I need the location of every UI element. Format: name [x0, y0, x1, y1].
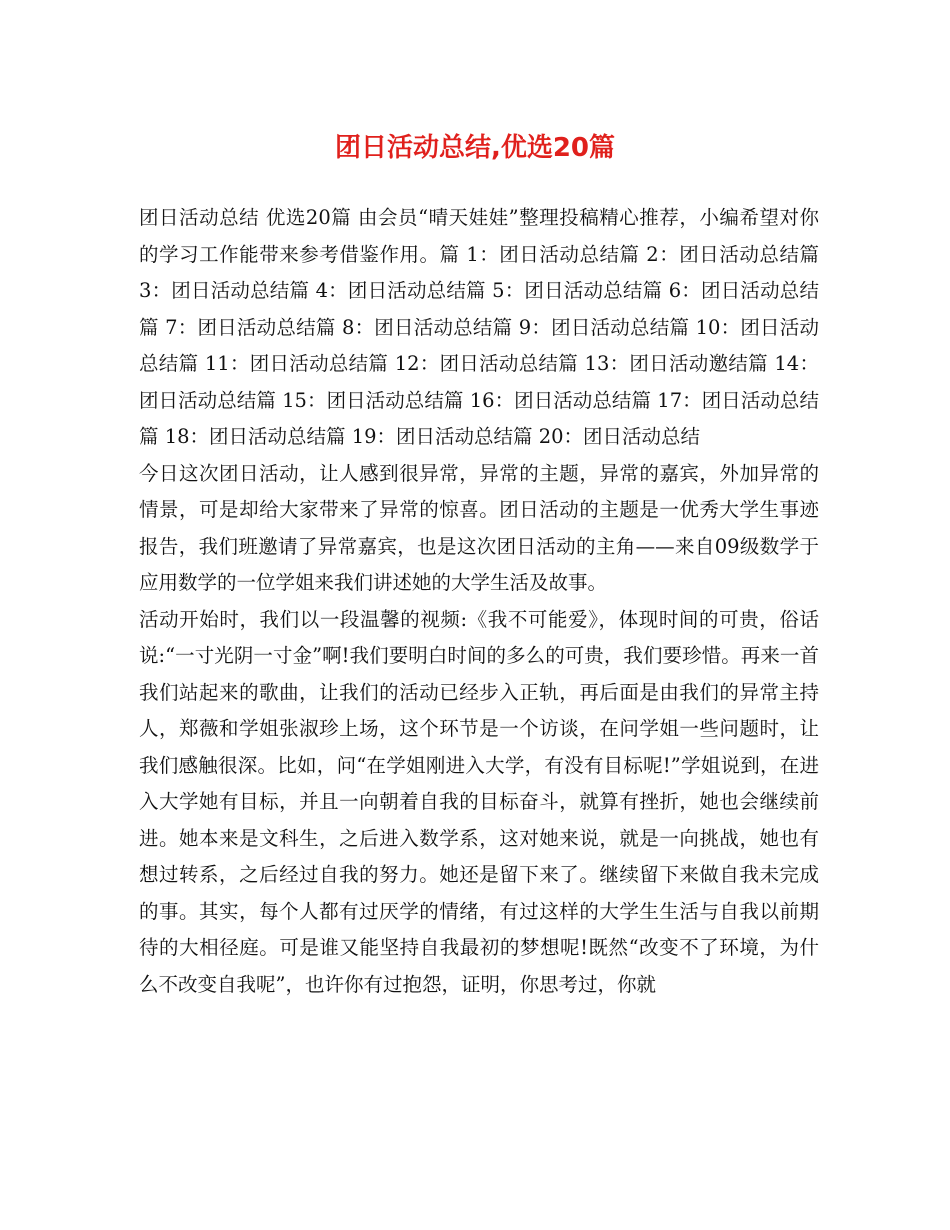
body-paragraph: 活动开始时，我们以一段温馨的视频:《我不可能爱》，体现时间的可贵，俗话说:“一寸光阴一寸金”啊!我们要明白时间的多么的可贵，我们要珍惜。再来一首我们站起来的歌曲，让我们的活动已经步入正轨，再后面是由我们的异常主持人，郑薇和学姐张淑珍上场，这个环节是一个访谈，在问学姐一些问题时，让我们感触很深。比如，问“在学姐刚进入大学，有没有目标呢!”学姐说到，在进入大学她有目标，并且一向朝着自我的目标奋斗，就算有挫折，她也会继续前进。她本来是文科生，之后进入数学系，这对她来说，就是一向挑战，她也有想过转系，之后经过自我的努力。她还是留下来了。继续留下来做自我未完成的事。其实，每个人都有过厌学的情绪，有过这样的大学生生活与自我以前期待的大相径庭。可是谁又能坚持自我最初的梦想呢!既然“改变不了环境，为什么不改变自我呢”，也许你有过抱怨，证明，你思考过，你就	[139, 607, 819, 996]
body-paragraph: 今日这次团日活动，让人感到很异常，异常的主题，异常的嘉宾，外加异常的情景，可是却给大家带来了异常的惊喜。团日活动的主题是一优秀大学生事迹报告，我们班邀请了异常嘉宾，也是这次团日活动的主角——来自09级数学于应用数学的一位学姐来我们讲述她的大学生活及故事。	[139, 461, 819, 594]
document-body	[139, 200, 819, 1003]
intro-paragraph: 团日活动总结 优选20篇 由会员“晴天娃娃”整理投稿精心推荐，小编希望对你的学习工作能带来参考借鉴作用。篇 1：团日活动总结篇 2：团日活动总结篇 3：团日活动总结篇 4：团日活动总结篇 5：团日活动总结篇 6：团日活动总结篇 7：团日活动总结篇 8：团日活动总结篇 9：团日活动总结篇 10：团日活动总结篇 11：团日活动总结篇 12：团日活动总结篇 13：团日活动邀结篇 14：团日活动总结篇 15：团日活动总结篇 16：团日活动总结篇 17：团日活动总结篇 18：团日活动总结篇 19：团日活动总结篇 20：团日活动总结	[139, 206, 819, 448]
document-title: 团日活动总结,优选20篇	[334, 133, 616, 163]
